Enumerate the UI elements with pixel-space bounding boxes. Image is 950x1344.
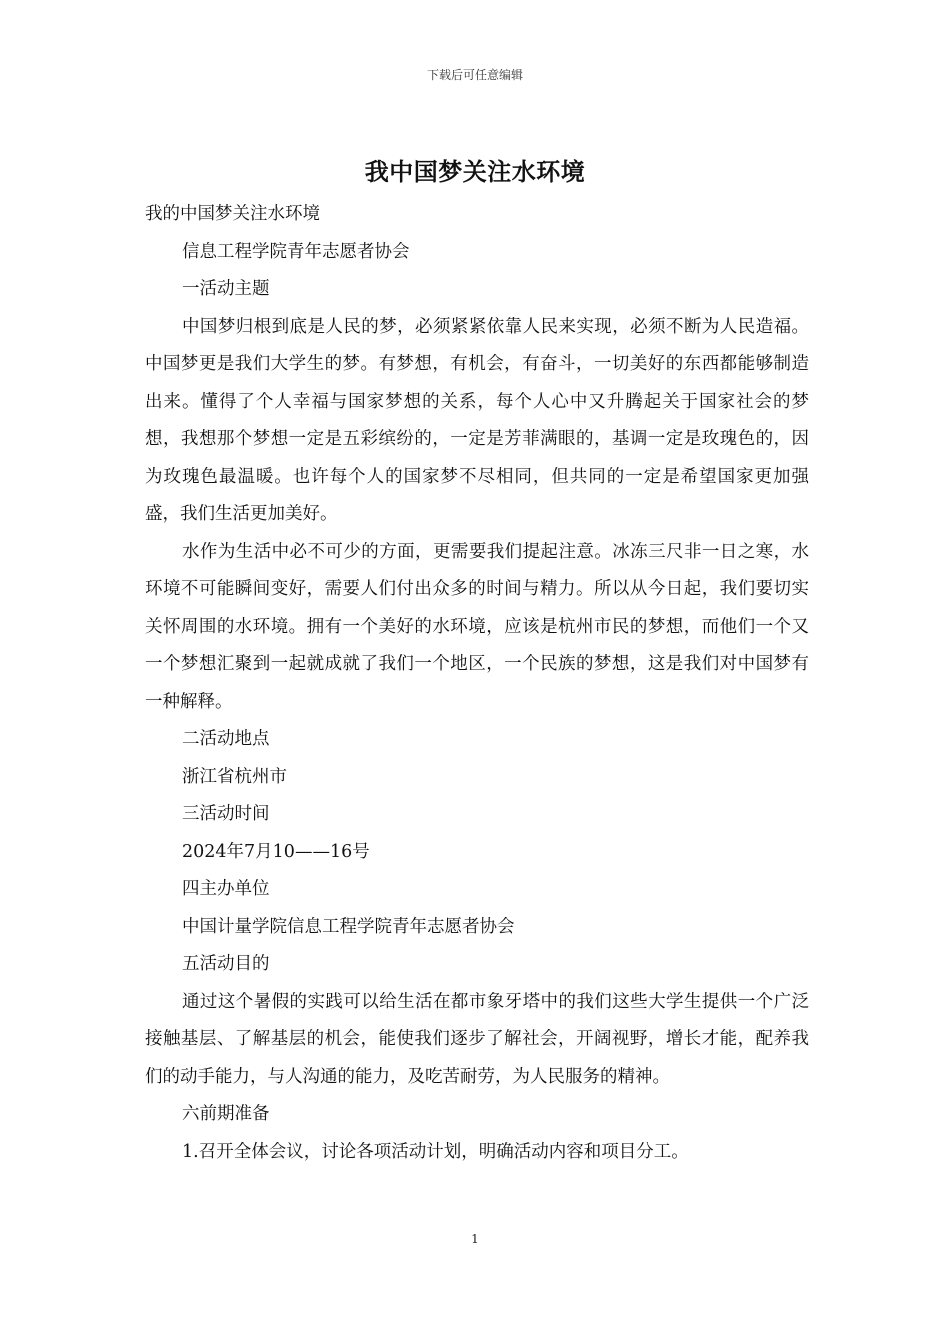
paragraph-theme-2: 水作为生活中必不可少的方面，更需要我们提起注意。冰冻三尺非一日之寒，水环境不可能瞬间变好，需要人们付出众多的时间与精力。所以从今日起，我们要切实关怀周围的水环境。拥有一个美好的水环境，应该是杭州市民的梦想，而他们一个又一个梦想汇聚到一起就成就了我们一个地区，一个民族的梦想，这是我们对中国梦有一种解释。 <box>145 541 809 712</box>
preparation-item-1: 1.召开全体会议，讨论各项活动计划，明确活动内容和项目分工。 <box>182 1141 689 1162</box>
paragraph-purpose: 通过这个暑假的实践可以给生活在都市象牙塔中的我们这些大学生提供一个广泛接触基层、了解基层的机会，能使我们逐步了解社会，开阔视野，增长才能，配养我们的动手能力，与人沟通的能力，及吃苦耐劳，为人民服务的精神。 <box>145 991 809 1087</box>
page-number: 1 <box>471 1232 479 1246</box>
host-text: 中国计量学院信息工程学院青年志愿者协会 <box>182 916 515 937</box>
section-heading-preparation: 六前期准备 <box>182 1104 270 1124</box>
section-heading-time: 三活动时间 <box>182 804 270 824</box>
document-title: 我中国梦关注水环境 <box>364 158 586 186</box>
section-heading-host: 四主办单位 <box>182 879 270 899</box>
section-heading-location: 二活动地点 <box>182 729 270 749</box>
organization-line: 信息工程学院青年志愿者协会 <box>182 241 410 262</box>
section-heading-theme: 一活动主题 <box>182 279 270 299</box>
paragraph-theme-1: 中国梦归根到底是人民的梦，必须紧紧依靠人民来实现，必须不断为人民造福。中国梦更是我们大学生的梦。有梦想，有机会，有奋斗，一切美好的东西都能够制造出来。懂得了个人幸福与国家梦想的关系，每个人心中又升腾起关于国家社会的梦想，我想那个梦想一定是五彩缤纷的，一定是芳菲满眼的，基调一定是玫瑰色的，因为玫瑰色最温暖。也许每个人的国家梦不尽相同，但共同的一定是希望国家更加强盛，我们生活更加美好。 <box>145 316 809 524</box>
location-text: 浙江省杭州市 <box>182 766 287 787</box>
document-subtitle: 我的中国梦关注水环境 <box>145 204 320 224</box>
section-heading-purpose: 五活动目的 <box>182 954 270 974</box>
page-header: 下载后可任意编辑 <box>426 68 523 82</box>
time-text: 2024年7月10——16号 <box>182 841 370 862</box>
document-body <box>145 196 809 1171</box>
